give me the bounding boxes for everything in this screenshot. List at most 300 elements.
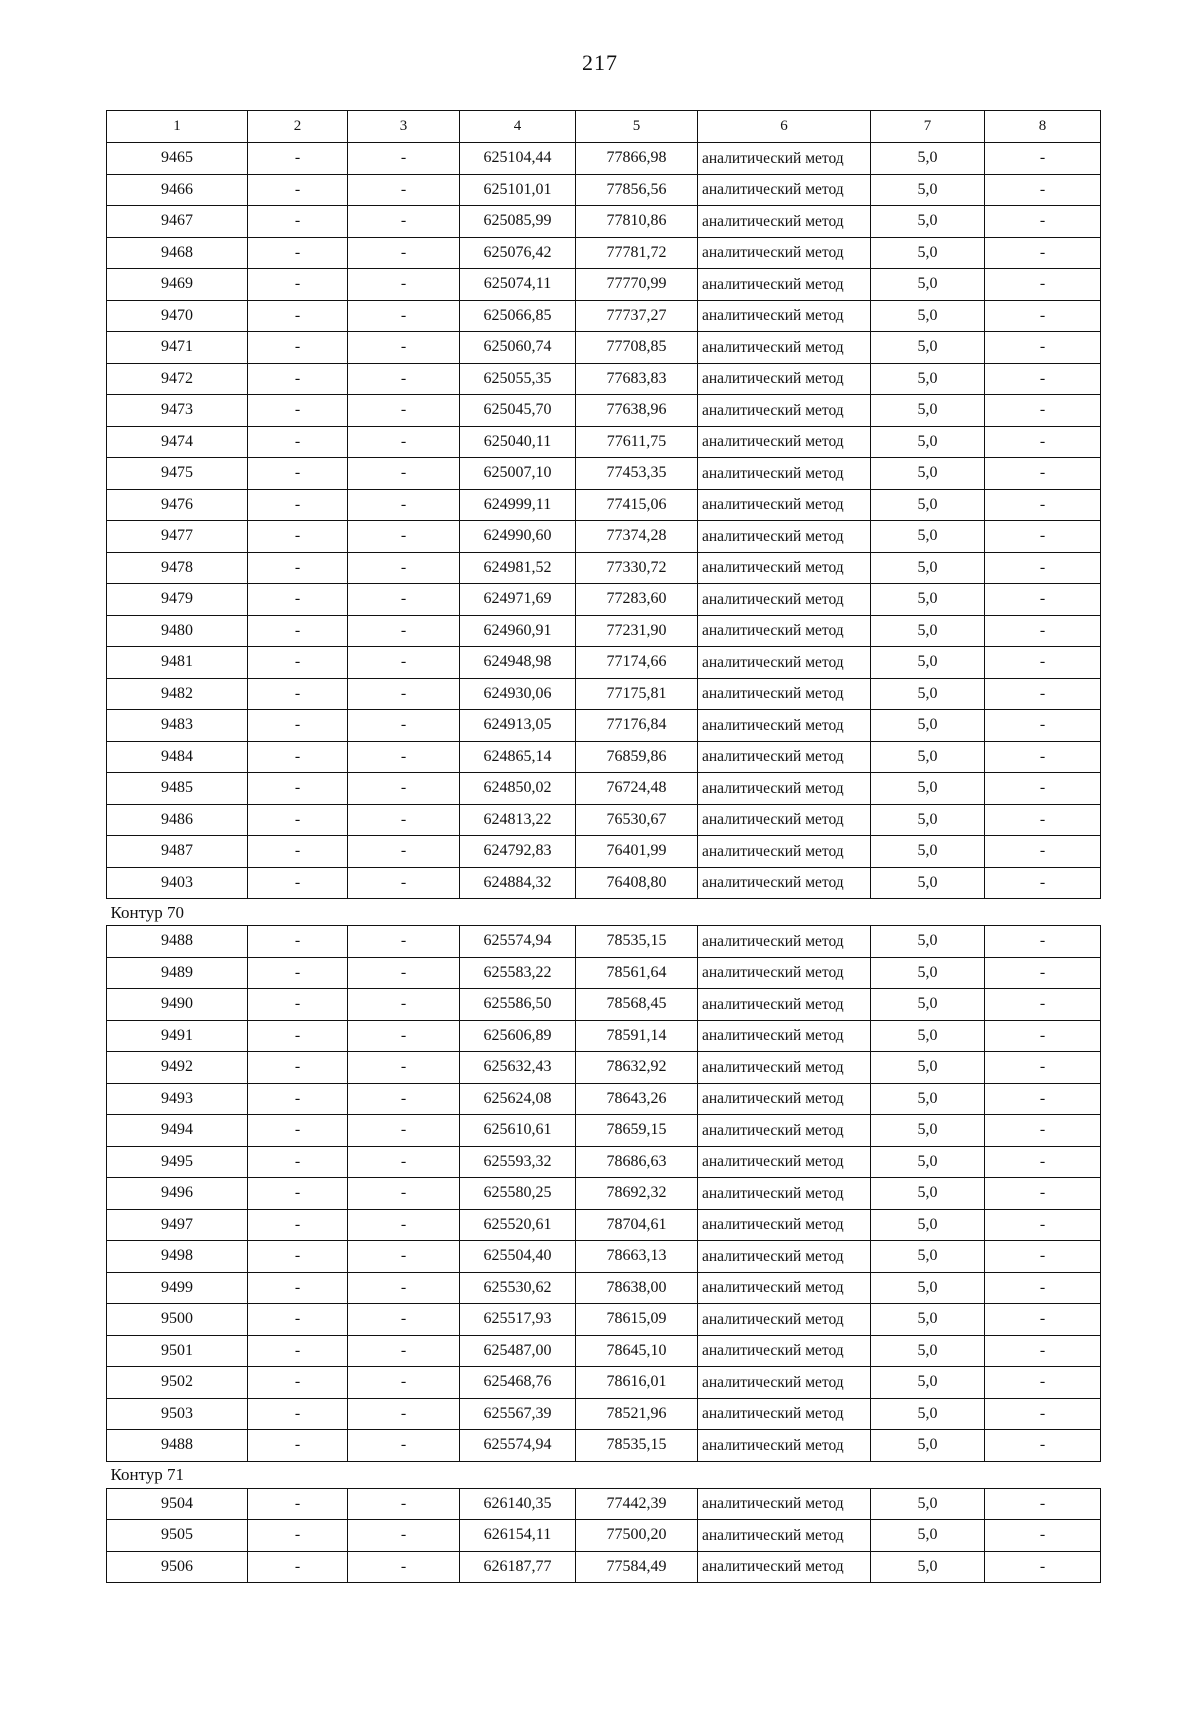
- table-cell: 625101,01: [460, 174, 576, 206]
- table-row: [107, 521, 1101, 553]
- table-row: [107, 489, 1101, 521]
- table-cell: -: [248, 300, 348, 332]
- table-cell: аналитический метод: [698, 395, 871, 427]
- table-row: [107, 615, 1101, 647]
- table-cell: 625632,43: [460, 1052, 576, 1084]
- table-cell: 77374,28: [576, 521, 698, 553]
- table-cell: 9505: [107, 1520, 248, 1552]
- table-cell: -: [985, 237, 1101, 269]
- table-cell: 625487,00: [460, 1335, 576, 1367]
- table-cell: -: [985, 363, 1101, 395]
- table-cell: 625574,94: [460, 926, 576, 958]
- table-cell: аналитический метод: [698, 1052, 871, 1084]
- table-cell: 77283,60: [576, 584, 698, 616]
- table-cell: -: [248, 710, 348, 742]
- table-cell: аналитический метод: [698, 300, 871, 332]
- table-cell: -: [348, 1209, 460, 1241]
- table-cell: 624990,60: [460, 521, 576, 553]
- table-row: [107, 1430, 1101, 1462]
- table-row: [107, 584, 1101, 616]
- table-row: [107, 1272, 1101, 1304]
- table-cell: 9469: [107, 269, 248, 301]
- table-cell: 624850,02: [460, 773, 576, 805]
- table-row: [107, 1367, 1101, 1399]
- table-cell: -: [348, 521, 460, 553]
- table-cell: аналитический метод: [698, 521, 871, 553]
- table-cell: 78535,15: [576, 1430, 698, 1462]
- table-cell: 625583,22: [460, 957, 576, 989]
- table-cell: 9497: [107, 1209, 248, 1241]
- table-cell: 5,0: [871, 1020, 985, 1052]
- table-cell: 5,0: [871, 1520, 985, 1552]
- table-cell: 78686,63: [576, 1146, 698, 1178]
- table-cell: 625610,61: [460, 1115, 576, 1147]
- table-cell: 625055,35: [460, 363, 576, 395]
- table-cell: -: [248, 206, 348, 238]
- table-cell: 5,0: [871, 1335, 985, 1367]
- table-cell: 78616,01: [576, 1367, 698, 1399]
- table-cell: 76401,99: [576, 836, 698, 868]
- table-cell: 9506: [107, 1551, 248, 1583]
- table-cell: аналитический метод: [698, 269, 871, 301]
- table-cell: -: [248, 989, 348, 1021]
- table-cell: 77638,96: [576, 395, 698, 427]
- table-cell: 5,0: [871, 458, 985, 490]
- table-row: [107, 174, 1101, 206]
- table-cell: 5,0: [871, 363, 985, 395]
- table-cell: аналитический метод: [698, 710, 871, 742]
- table-cell: -: [348, 143, 460, 175]
- table-cell: 5,0: [871, 741, 985, 773]
- table-cell: -: [248, 1052, 348, 1084]
- table-cell: -: [248, 521, 348, 553]
- table-row: [107, 1551, 1101, 1583]
- table-cell: -: [348, 1241, 460, 1273]
- table-cell: 77611,75: [576, 426, 698, 458]
- table-cell: аналитический метод: [698, 647, 871, 679]
- table-cell: 77866,98: [576, 143, 698, 175]
- table-cell: 624960,91: [460, 615, 576, 647]
- coordinates-table: [106, 110, 1101, 1583]
- table-cell: 9475: [107, 458, 248, 490]
- table-cell: 625504,40: [460, 1241, 576, 1273]
- table-cell: -: [348, 1304, 460, 1336]
- table-cell: -: [248, 332, 348, 364]
- table-cell: 9502: [107, 1367, 248, 1399]
- table-cell: -: [348, 1367, 460, 1399]
- table-cell: -: [985, 647, 1101, 679]
- table-cell: 9500: [107, 1304, 248, 1336]
- table-cell: 77175,81: [576, 678, 698, 710]
- table-cell: -: [985, 584, 1101, 616]
- table-cell: -: [348, 332, 460, 364]
- table-cell: -: [248, 741, 348, 773]
- table-cell: 78568,45: [576, 989, 698, 1021]
- table-cell: аналитический метод: [698, 1209, 871, 1241]
- table-cell: аналитический метод: [698, 1178, 871, 1210]
- table-cell: 624913,05: [460, 710, 576, 742]
- table-cell: 625580,25: [460, 1178, 576, 1210]
- table-cell: 9479: [107, 584, 248, 616]
- table-row: [107, 647, 1101, 679]
- table-cell: 77415,06: [576, 489, 698, 521]
- table-cell: -: [348, 206, 460, 238]
- table-cell: 5,0: [871, 206, 985, 238]
- table-row: [107, 1209, 1101, 1241]
- table-cell: -: [985, 1304, 1101, 1336]
- table-cell: 78591,14: [576, 1020, 698, 1052]
- table-cell: 9496: [107, 1178, 248, 1210]
- table-cell: 5,0: [871, 804, 985, 836]
- table-cell: -: [248, 1551, 348, 1583]
- table-cell: -: [348, 552, 460, 584]
- table-cell: -: [348, 363, 460, 395]
- table-cell: 625586,50: [460, 989, 576, 1021]
- table-cell: 5,0: [871, 957, 985, 989]
- table-cell: 626154,11: [460, 1520, 576, 1552]
- table-cell: -: [248, 584, 348, 616]
- table-cell: 9486: [107, 804, 248, 836]
- table-cell: 9499: [107, 1272, 248, 1304]
- table-cell: -: [248, 1367, 348, 1399]
- table-cell: 9491: [107, 1020, 248, 1052]
- table-cell: аналитический метод: [698, 363, 871, 395]
- table-cell: 9503: [107, 1398, 248, 1430]
- table-cell: -: [348, 804, 460, 836]
- table-cell: -: [348, 1083, 460, 1115]
- table-cell: 78663,13: [576, 1241, 698, 1273]
- table-row: [107, 957, 1101, 989]
- table-cell: 9476: [107, 489, 248, 521]
- column-header: 2: [248, 111, 348, 143]
- table-row: [107, 836, 1101, 868]
- table-cell: 5,0: [871, 269, 985, 301]
- table-cell: 76859,86: [576, 741, 698, 773]
- table-cell: 5,0: [871, 836, 985, 868]
- page-number: 217: [582, 50, 618, 75]
- table-cell: 78632,92: [576, 1052, 698, 1084]
- table-cell: -: [985, 143, 1101, 175]
- table-cell: -: [348, 867, 460, 899]
- table-cell: -: [348, 1335, 460, 1367]
- table-cell: -: [985, 1520, 1101, 1552]
- table-cell: 9478: [107, 552, 248, 584]
- table-cell: 5,0: [871, 395, 985, 427]
- table-row: [107, 741, 1101, 773]
- table-cell: -: [985, 269, 1101, 301]
- table-cell: -: [248, 1304, 348, 1336]
- table-cell: 5,0: [871, 300, 985, 332]
- table-cell: -: [348, 269, 460, 301]
- table-cell: 77683,83: [576, 363, 698, 395]
- table-cell: 5,0: [871, 1367, 985, 1399]
- table-cell: 625468,76: [460, 1367, 576, 1399]
- table-cell: -: [348, 773, 460, 805]
- column-header: 4: [460, 111, 576, 143]
- table-cell: -: [248, 615, 348, 647]
- table-cell: 78561,64: [576, 957, 698, 989]
- table-row: [107, 1335, 1101, 1367]
- table-cell: 625085,99: [460, 206, 576, 238]
- table-cell: 77770,99: [576, 269, 698, 301]
- table-cell: аналитический метод: [698, 1551, 871, 1583]
- table-cell: 626140,35: [460, 1488, 576, 1520]
- table-cell: 9481: [107, 647, 248, 679]
- table-cell: -: [985, 836, 1101, 868]
- table-cell: 77708,85: [576, 332, 698, 364]
- table-cell: аналитический метод: [698, 1367, 871, 1399]
- table-row: [107, 458, 1101, 490]
- table-cell: -: [248, 1178, 348, 1210]
- table-cell: 77737,27: [576, 300, 698, 332]
- table-cell: -: [348, 395, 460, 427]
- table-cell: 9485: [107, 773, 248, 805]
- table-cell: 9487: [107, 836, 248, 868]
- table-cell: -: [248, 773, 348, 805]
- table-cell: -: [248, 926, 348, 958]
- table-cell: -: [985, 1020, 1101, 1052]
- table-cell: -: [348, 1398, 460, 1430]
- table-row: [107, 926, 1101, 958]
- table-cell: 9482: [107, 678, 248, 710]
- table-cell: 9484: [107, 741, 248, 773]
- table-cell: 5,0: [871, 1115, 985, 1147]
- table-cell: 9495: [107, 1146, 248, 1178]
- table-cell: аналитический метод: [698, 458, 871, 490]
- table-cell: 5,0: [871, 867, 985, 899]
- table-cell: -: [348, 458, 460, 490]
- table-cell: -: [248, 957, 348, 989]
- table-cell: 77330,72: [576, 552, 698, 584]
- table-cell: 5,0: [871, 1272, 985, 1304]
- table-row: [107, 710, 1101, 742]
- table-cell: -: [348, 741, 460, 773]
- table-cell: 5,0: [871, 1052, 985, 1084]
- table-cell: аналитический метод: [698, 332, 871, 364]
- table-cell: 9467: [107, 206, 248, 238]
- table-cell: 5,0: [871, 1398, 985, 1430]
- table-cell: 624884,32: [460, 867, 576, 899]
- table-cell: 5,0: [871, 1083, 985, 1115]
- table-cell: 9468: [107, 237, 248, 269]
- table-cell: 9403: [107, 867, 248, 899]
- table-row: [107, 332, 1101, 364]
- table-cell: 625517,93: [460, 1304, 576, 1336]
- table-cell: -: [985, 458, 1101, 490]
- table-cell: -: [248, 1146, 348, 1178]
- table-cell: аналитический метод: [698, 926, 871, 958]
- table-cell: аналитический метод: [698, 1020, 871, 1052]
- table-row: [107, 269, 1101, 301]
- table-row: [107, 1520, 1101, 1552]
- table-cell: -: [348, 1430, 460, 1462]
- table-cell: -: [248, 1335, 348, 1367]
- table-cell: 9492: [107, 1052, 248, 1084]
- contour-title: Контур 71: [107, 1461, 1101, 1488]
- table-cell: 78645,10: [576, 1335, 698, 1367]
- table-cell: 78659,15: [576, 1115, 698, 1147]
- table-cell: 625104,44: [460, 143, 576, 175]
- table-cell: аналитический метод: [698, 1146, 871, 1178]
- table-cell: 5,0: [871, 174, 985, 206]
- table-cell: -: [348, 678, 460, 710]
- table-row: [107, 237, 1101, 269]
- table-cell: 9465: [107, 143, 248, 175]
- table-cell: 5,0: [871, 678, 985, 710]
- table-cell: аналитический метод: [698, 426, 871, 458]
- table-cell: аналитический метод: [698, 143, 871, 175]
- table-cell: аналитический метод: [698, 1304, 871, 1336]
- table-cell: 625060,74: [460, 332, 576, 364]
- table-cell: -: [985, 1241, 1101, 1273]
- table-cell: -: [985, 426, 1101, 458]
- table-cell: 76530,67: [576, 804, 698, 836]
- table-cell: -: [248, 395, 348, 427]
- table-cell: аналитический метод: [698, 1083, 871, 1115]
- table-cell: 77856,56: [576, 174, 698, 206]
- table-cell: 5,0: [871, 552, 985, 584]
- table-cell: -: [985, 174, 1101, 206]
- table-cell: 625567,39: [460, 1398, 576, 1430]
- table-cell: -: [248, 552, 348, 584]
- table-cell: 5,0: [871, 710, 985, 742]
- table-cell: -: [985, 1430, 1101, 1462]
- table-cell: -: [348, 1052, 460, 1084]
- table-cell: 78704,61: [576, 1209, 698, 1241]
- table-cell: -: [985, 804, 1101, 836]
- table-cell: аналитический метод: [698, 1115, 871, 1147]
- contour-title: Контур 70: [107, 899, 1101, 926]
- table-cell: 5,0: [871, 926, 985, 958]
- column-header: 8: [985, 111, 1101, 143]
- table-row: [107, 395, 1101, 427]
- table-cell: 9488: [107, 1430, 248, 1462]
- table-cell: -: [248, 1430, 348, 1462]
- table-cell: -: [985, 741, 1101, 773]
- table-cell: -: [248, 458, 348, 490]
- table-cell: 9494: [107, 1115, 248, 1147]
- table-cell: -: [985, 1398, 1101, 1430]
- contour-heading-row: [107, 1461, 1101, 1488]
- table-cell: аналитический метод: [698, 957, 871, 989]
- table-cell: -: [985, 1367, 1101, 1399]
- table-cell: 78535,15: [576, 926, 698, 958]
- table-cell: 76408,80: [576, 867, 698, 899]
- table-cell: -: [248, 1020, 348, 1052]
- table-cell: -: [348, 300, 460, 332]
- table-cell: 77442,39: [576, 1488, 698, 1520]
- table-cell: аналитический метод: [698, 615, 871, 647]
- table-cell: аналитический метод: [698, 804, 871, 836]
- table-cell: -: [348, 989, 460, 1021]
- table-cell: -: [348, 1520, 460, 1552]
- table-cell: 624999,11: [460, 489, 576, 521]
- table-row: [107, 143, 1101, 175]
- table-cell: -: [348, 710, 460, 742]
- table-cell: -: [348, 1272, 460, 1304]
- table-cell: аналитический метод: [698, 1398, 871, 1430]
- table-cell: 9473: [107, 395, 248, 427]
- table-cell: 5,0: [871, 989, 985, 1021]
- table-cell: -: [248, 647, 348, 679]
- table-cell: 624981,52: [460, 552, 576, 584]
- table-cell: -: [248, 678, 348, 710]
- table-cell: -: [248, 363, 348, 395]
- table-cell: 5,0: [871, 1430, 985, 1462]
- table-cell: -: [985, 957, 1101, 989]
- column-header: 5: [576, 111, 698, 143]
- table-cell: аналитический метод: [698, 867, 871, 899]
- table-cell: 5,0: [871, 426, 985, 458]
- table-cell: 78521,96: [576, 1398, 698, 1430]
- table-cell: -: [985, 773, 1101, 805]
- table-cell: -: [985, 300, 1101, 332]
- table-cell: -: [348, 926, 460, 958]
- table-cell: -: [248, 489, 348, 521]
- table-header-row: [107, 111, 1101, 143]
- column-header: 3: [348, 111, 460, 143]
- table-cell: -: [985, 395, 1101, 427]
- table-cell: аналитический метод: [698, 1241, 871, 1273]
- table-row: [107, 1488, 1101, 1520]
- table-cell: 9489: [107, 957, 248, 989]
- table-cell: 9472: [107, 363, 248, 395]
- table-cell: 77176,84: [576, 710, 698, 742]
- table-cell: 625066,85: [460, 300, 576, 332]
- table-cell: -: [348, 426, 460, 458]
- table-cell: 9470: [107, 300, 248, 332]
- table-cell: 624948,98: [460, 647, 576, 679]
- table-cell: -: [248, 867, 348, 899]
- table-cell: -: [248, 1209, 348, 1241]
- table-cell: аналитический метод: [698, 1520, 871, 1552]
- table-cell: -: [985, 1083, 1101, 1115]
- table-row: [107, 552, 1101, 584]
- table-cell: аналитический метод: [698, 1335, 871, 1367]
- table-cell: -: [248, 174, 348, 206]
- table-cell: 9501: [107, 1335, 248, 1367]
- table-row: [107, 1241, 1101, 1273]
- table-row: [107, 1398, 1101, 1430]
- table-row: [107, 363, 1101, 395]
- table-cell: 9474: [107, 426, 248, 458]
- table-row: [107, 1146, 1101, 1178]
- table-cell: -: [985, 989, 1101, 1021]
- table-cell: -: [248, 1520, 348, 1552]
- table-cell: -: [985, 678, 1101, 710]
- table-cell: -: [985, 867, 1101, 899]
- table-cell: 5,0: [871, 237, 985, 269]
- table-cell: -: [248, 804, 348, 836]
- table-cell: -: [248, 1115, 348, 1147]
- table-row: [107, 773, 1101, 805]
- table-cell: -: [248, 143, 348, 175]
- table-cell: 625076,42: [460, 237, 576, 269]
- table-cell: -: [348, 1146, 460, 1178]
- table-cell: 77781,72: [576, 237, 698, 269]
- table-cell: -: [248, 1272, 348, 1304]
- table-row: [107, 1083, 1101, 1115]
- table-cell: 624792,83: [460, 836, 576, 868]
- table-cell: 5,0: [871, 1551, 985, 1583]
- table-cell: аналитический метод: [698, 1272, 871, 1304]
- table-cell: 77453,35: [576, 458, 698, 490]
- table-cell: 625624,08: [460, 1083, 576, 1115]
- table-cell: -: [348, 957, 460, 989]
- table-cell: аналитический метод: [698, 206, 871, 238]
- table-cell: 77810,86: [576, 206, 698, 238]
- table-cell: 9498: [107, 1241, 248, 1273]
